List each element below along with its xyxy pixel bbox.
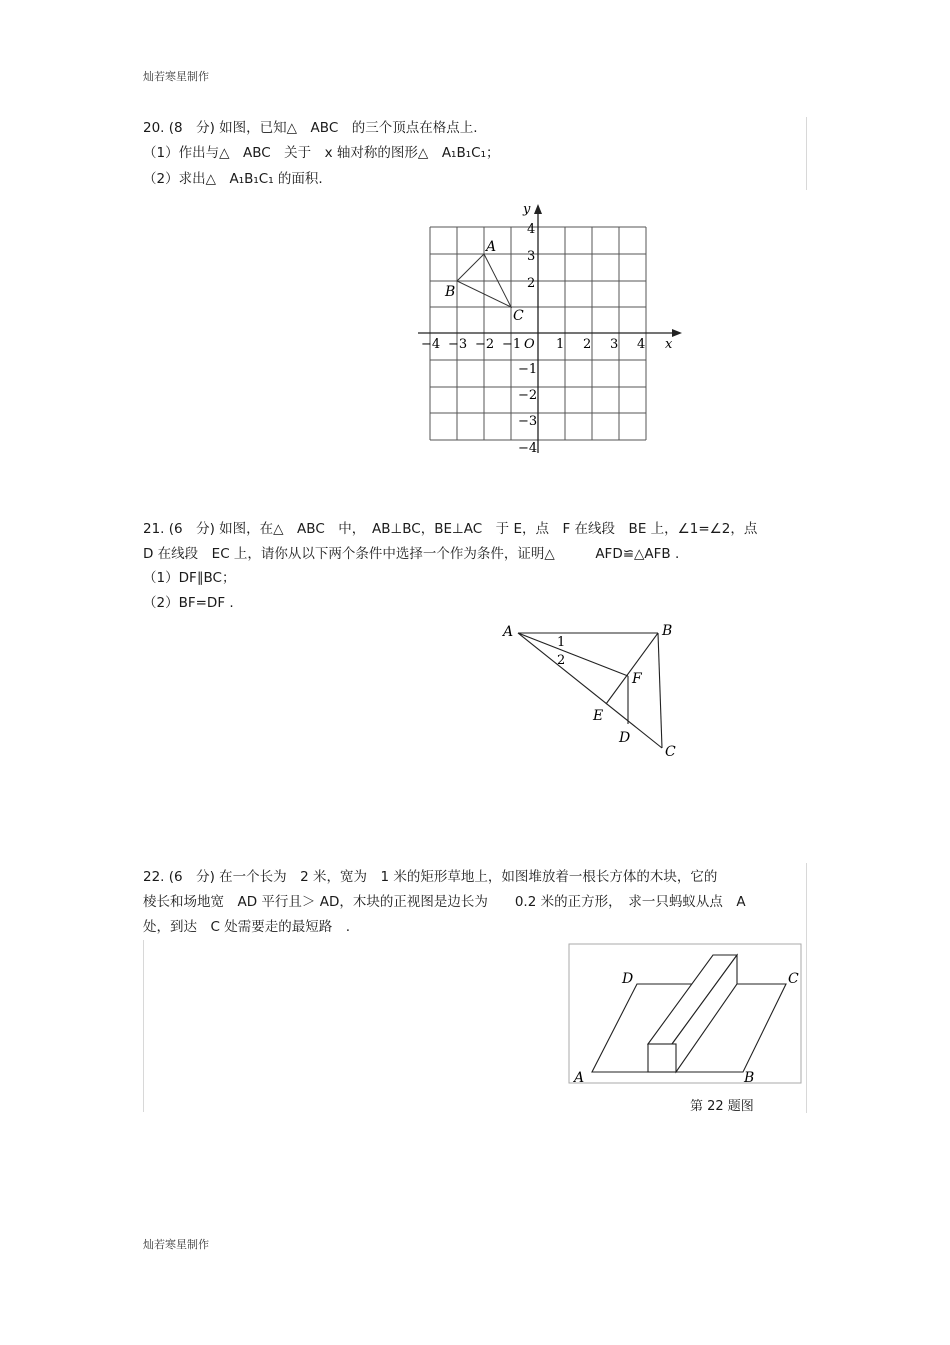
label-e: E xyxy=(593,708,604,724)
y-tick: 3 xyxy=(527,249,536,264)
q21-stem-line1: 21. (6 分) 如图，在△ ABC 中， AB⊥BC，BE⊥AC 于 E，点 F 在线段 BE 上，∠1=∠2，点 xyxy=(143,521,758,537)
page-header: 灿若寒星制作 xyxy=(143,70,209,83)
y-tick: −4 xyxy=(518,441,538,456)
label-b: B xyxy=(662,623,673,639)
q20-stem: 20. (8 分) 如图，已知△ ABC 的三个顶点在格点上. xyxy=(143,120,478,136)
x-tick: 2 xyxy=(583,337,592,352)
figure-22-caption: 第 22 题图 xyxy=(690,1099,754,1114)
label-c: C xyxy=(665,744,676,760)
x-tick: −4 xyxy=(421,337,441,352)
q21-option1: （1）DF∥BC； xyxy=(143,570,236,586)
q22-stem-line2: 棱长和场地宽 AD 平行且＞ AD，木块的正视图是边长为 0.2 米的正方形， 求一只蚂蚁从点 A xyxy=(143,894,746,910)
q20-part2: （2）求出△ A₁B₁C₁ 的面积. xyxy=(143,171,323,187)
angle-1-label: 1 xyxy=(557,635,566,650)
q20-part1: （1）作出与△ ABC 关于 x 轴对称的图形△ A₁B₁C₁； xyxy=(143,145,500,161)
y-tick: −3 xyxy=(518,414,538,429)
x-axis-arrow-icon xyxy=(672,329,682,337)
page-footer: 灿若寒星制作 xyxy=(143,1238,209,1251)
x-tick: 1 xyxy=(556,337,565,352)
coordinate-grid-figure xyxy=(410,195,700,460)
x-tick: −1 xyxy=(502,337,522,352)
y-axis-label: y xyxy=(523,202,531,217)
q21-stem-line2: D 在线段 EC 上，请你从以下两个条件中选择一个作为条件，证明△ AFD≌△AFB . xyxy=(143,546,680,562)
angle-2-label: 2 xyxy=(557,653,566,668)
q21-option2: （2）BF=DF . xyxy=(143,595,234,611)
label-a: A xyxy=(503,624,514,640)
y-tick: −2 xyxy=(518,388,538,403)
label-b: B xyxy=(744,1070,755,1085)
q22-stem-line3: 处，到达 C 处需要走的最短路 . xyxy=(143,919,351,935)
x-tick: −3 xyxy=(448,337,468,352)
x-tick: 4 xyxy=(637,337,646,352)
y-tick: 2 xyxy=(527,276,536,291)
y-tick: 4 xyxy=(527,222,536,237)
y-axis-arrow-icon xyxy=(534,204,542,214)
divider-right xyxy=(806,117,807,190)
label-d: D xyxy=(622,971,634,987)
label-c: C xyxy=(788,971,799,987)
q22-stem-line1: 22. (6 分) 在一个长为 2 米，宽为 1 米的矩形草地上，如图堆放着一根长方体的木块，它的 xyxy=(143,869,718,885)
label-f: F xyxy=(632,671,642,687)
divider-left xyxy=(143,940,144,1112)
vertex-c-label: C xyxy=(513,308,524,324)
y-tick: −1 xyxy=(518,362,538,377)
vertex-a-label: A xyxy=(486,239,497,255)
divider-right xyxy=(806,863,807,1113)
wooden-block-figure xyxy=(568,943,802,1085)
x-axis-label: x xyxy=(665,337,673,352)
triangle-proof-figure xyxy=(495,620,690,765)
x-tick: 3 xyxy=(610,337,619,352)
label-a: A xyxy=(574,1070,585,1085)
label-d: D xyxy=(619,730,631,746)
vertex-b-label: B xyxy=(445,284,456,300)
x-tick: −2 xyxy=(475,337,495,352)
origin-label: O xyxy=(524,337,535,352)
